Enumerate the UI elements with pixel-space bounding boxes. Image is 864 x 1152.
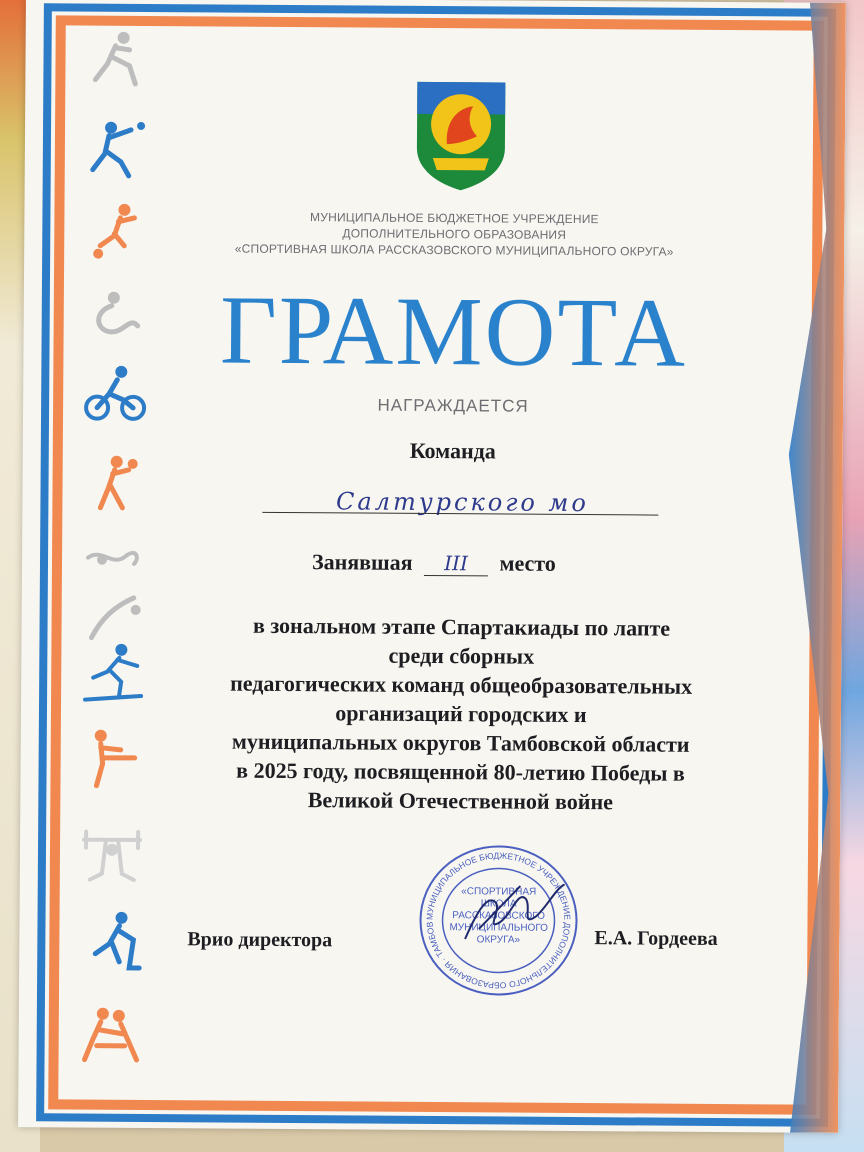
gymnast-icon — [84, 286, 148, 348]
skier-icon — [81, 642, 145, 704]
basketball-icon — [82, 452, 146, 514]
award-description — [150, 610, 771, 817]
awarded-label: НАГРАЖДАЕТСЯ — [377, 395, 529, 416]
description-line: в 2025 году, посвященной 80-летию Победы в — [236, 757, 685, 786]
team-label: Команда — [409, 437, 496, 464]
certificate-sheet — [18, 0, 846, 1133]
director-name: Е.А. Гордеева — [594, 927, 718, 951]
weightlifter-icon — [80, 824, 144, 886]
description-line: Великой Отечественной войне — [307, 787, 614, 815]
place-prefix: Занявшая — [311, 549, 413, 575]
stamp-center-text: «СПОРТИВНАЯ ШКОЛА РАССКАЗОВСКОГО МУНИЦИПАЛЬНОГО ОКРУГА» — [449, 886, 548, 946]
runner-icon — [85, 28, 149, 90]
description-line: муниципальных округов Тамбовской области — [231, 728, 690, 757]
sport-icons-column — [70, 28, 157, 1069]
description-line: среди сборных — [388, 642, 535, 669]
wrestlers-icon — [78, 1006, 142, 1068]
org-line-1: МУНИЦИПАЛЬНОЕ БЮДЖЕТНОЕ УЧРЕЖДЕНИЕ — [310, 210, 599, 227]
football-icon — [84, 200, 148, 262]
hockey-player-icon — [79, 910, 143, 972]
place-row — [312, 549, 612, 577]
place-value-handwritten: III — [424, 551, 488, 576]
organization-header — [214, 208, 694, 259]
description-line: педагогических команд общеобразовательных — [230, 670, 693, 699]
org-line-2: ДОПОЛНИТЕЛЬНОГО ОБРАЗОВАНИЯ — [342, 226, 567, 242]
svg-text:МУНИЦИПАЛЬНОЕ БЮДЖЕТНОЕ УЧРЕЖД: МУНИЦИПАЛЬНОЕ БЮДЖЕТНОЕ УЧРЕЖДЕНИЕ ДОПОЛНИТЕЛЬНОГО ОБРАЗОВАНИЯ · ТАМБОВСКАЯ — [424, 850, 573, 991]
martial-arts-icon — [80, 728, 144, 790]
description-line: в зональном этапе Спартакиады по лапте — [252, 612, 671, 641]
org-line-3: «СПОРТИВНАЯ ШКОЛА РАССКАЗОВСКОГО МУНИЦИПАЛЬНОГО ОКРУГА» — [234, 241, 674, 259]
director-signature — [459, 880, 569, 951]
team-name-handwritten: Салтурского мо — [335, 487, 589, 518]
description-line: организаций городских и — [335, 700, 587, 728]
director-title: Врио директора — [187, 928, 333, 952]
certificate-title: ГРАМОТА — [219, 276, 688, 388]
place-suffix: место — [499, 550, 556, 576]
table-tennis-icon — [85, 118, 149, 180]
coat-of-arms-emblem — [413, 78, 510, 193]
cyclist-icon — [83, 364, 147, 426]
